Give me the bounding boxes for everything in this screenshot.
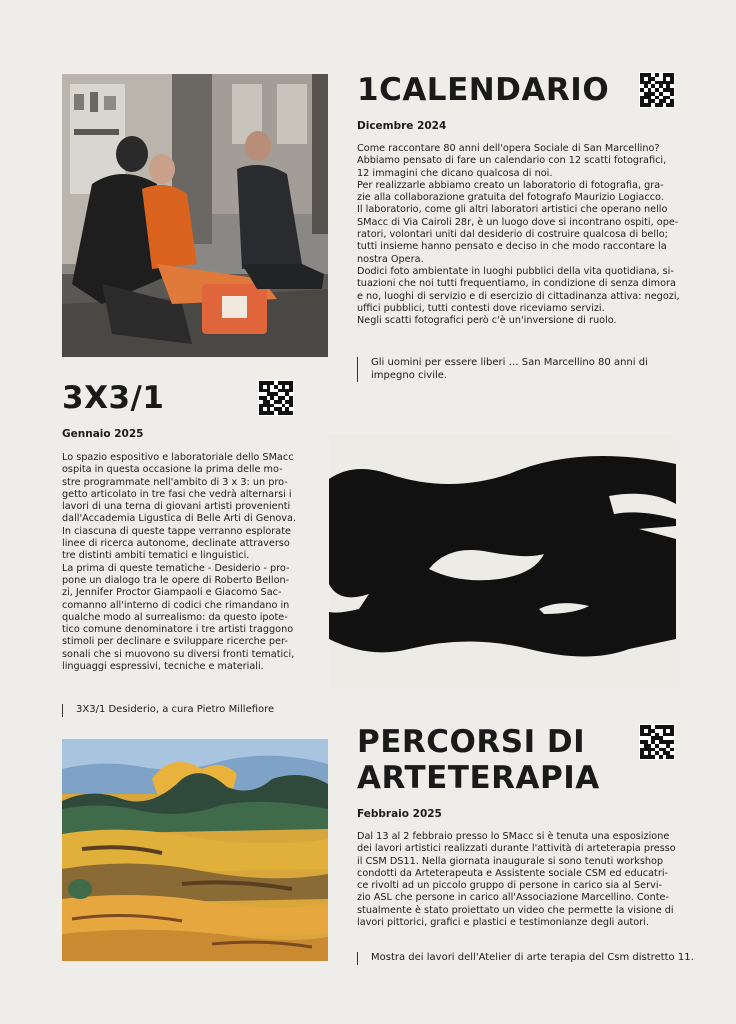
threebythree-caption: 3X3/1 Desiderio, a cura Pietro Millefiore xyxy=(62,704,326,717)
qr-code-icon[interactable] xyxy=(258,380,294,416)
landscape-painting-image xyxy=(62,739,328,961)
threebythree-body: Lo spazio espositivo e laboratoriale dello SMacc ospita in questa occasione la prima delle mo- stre programmate nell'ambito di 3 x 3: un pro- getto articolato in tre fasi che vedrà alternarsi i lavori di una terna di giovani artisti provenienti dall'Accademia Ligustica di Belle Arti di Genova. In ciascuna di queste tappe verranno esplorate linee di ricerca autonome, declinate attraverso tre distinti ambiti tematici e linguistici. La prima di queste tematiche - Desiderio - pro- pone un dialogo tra le opere di Roberto Bellon- zi, Jennifer Proctor Giampaoli e Giacomo Sac- comanno all'interno di codici che rimandano in qualche modo al surrealismo: da questo ipote- tico comune denominatore i tre artisti traggono stimoli per declinare e sviluppare ricerche per- sonali che si muovono su diversi fronti tematici, linguaggi espressivi, tecniche e materiali. xyxy=(62,452,297,673)
qr-code-icon[interactable] xyxy=(639,724,675,760)
arteterapia-title: PERCORSI DI ARTETERAPIA xyxy=(357,724,600,796)
calendar-photo xyxy=(62,74,328,357)
calendar-title: 1CALENDARIO xyxy=(357,72,610,108)
ink-artwork-image xyxy=(329,434,676,689)
calendar-caption: Gli uomini per essere liberi … San Marcellino 80 anni di impegno civile. xyxy=(357,357,676,382)
arteterapia-date: Febbraio 2025 xyxy=(357,808,442,820)
arteterapia-body: Dal 13 al 2 febbraio presso lo SMacc si è tenuta una esposizione dei lavori artistici realizzati durante l'attività di arteterapia presso il CSM DS11. Nella giornata inaugurale si sono tenuti workshop condotti da Arteterapeuta e Assistente sociale CSM ed educatri- ce rivolti ad un piccolo gruppo di persone in carico sia al Servi- zio ASL che persone in carico all'Associazione Marcellino. Conte- stualmente è stato proiettato un video che permette la visione di lavori pittorici, grafici e plastici e testimonianze degli autori. xyxy=(357,831,676,929)
calendar-date: Dicembre 2024 xyxy=(357,120,447,132)
qr-code-icon[interactable] xyxy=(639,72,675,108)
threebythree-title: 3X3/1 xyxy=(62,380,165,416)
calendar-body: Come raccontare 80 anni dell'opera Sociale di San Marcellino? Abbiamo pensato di fare un calendario con 12 scatti fotografici, 12 immagini che dicano qualcosa di noi. Per realizzarle abbiamo creato un laboratorio di fotografia, gra- zie alla collaborazione gratuita del fotografo Maurizio Logiacco. Il laboratorio, come gli altri laboratori artistici che operano nello SMacc di Via Cairoli 28r, è un luogo dove si incontrano ospiti, ope- ratori, volontari uniti dal desiderio di costruire qualcosa di bello; tutti insieme hanno pensato e deciso in che modo raccontare la nostra Opera. Dodici foto ambientate in luoghi pubblici della vita quotidiana, si- tuazioni che noi tutti frequentiamo, in condizione di senza dimora e no, luoghi di servizio e di esercizio di cittadinanza attiva: negozi, uffici pubblici, tutti contesti dove riceviamo servizi. Negli scatti fotografici però c'è un'inversione di ruolo. xyxy=(357,143,680,327)
threebythree-date: Gennaio 2025 xyxy=(62,428,144,440)
arteterapia-caption: Mostra dei lavori dell'Atelier di arte terapia del Csm distretto 11. xyxy=(357,952,696,965)
